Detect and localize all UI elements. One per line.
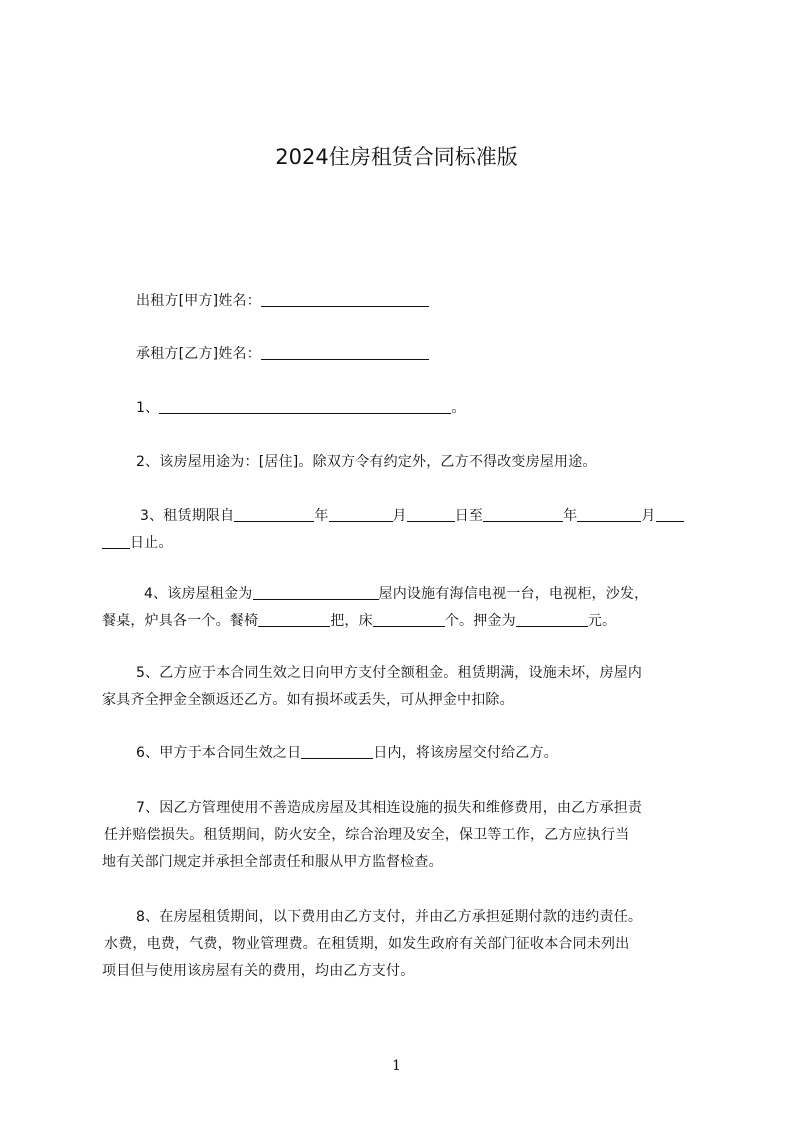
clause-1-blank[interactable] <box>159 397 451 414</box>
clause-4-line-1 <box>144 580 707 608</box>
clause-4-prefix: 4、该房屋租金为 <box>144 586 253 602</box>
clause-7-line-1: 7、因乙方管理使用不善造成房屋及其相连设施的损失和维修费用，由乙方承担责 <box>136 800 643 816</box>
clause-5-line-1: 5、乙方应于本合同生效之日向甲方支付全额租金。租赁期满，设施未坏，房屋内 <box>136 665 643 681</box>
end-day-blank-part1[interactable] <box>656 505 684 522</box>
clause-7-line-2: 任并赔偿损失。租赁期间，防火安全，综合治理及安全，保卫等工作，乙方应执行当 <box>104 827 630 843</box>
start-year-blank[interactable] <box>234 505 314 522</box>
clause-3-line-1 <box>140 502 707 530</box>
clause-3-month-label: 月 <box>392 508 407 524</box>
clause-3-end: 日止。 <box>130 535 173 551</box>
clause-3-end-month-label: 月 <box>641 508 656 524</box>
clause-3-year-label: 年 <box>314 508 329 524</box>
clause-3-line-2 <box>102 529 707 557</box>
clause-7-line-3: 地有关部门规定并承担全部责任和服从甲方监督检查。 <box>102 854 443 870</box>
page-number: 1 <box>392 1058 401 1074</box>
end-month-blank[interactable] <box>577 505 641 522</box>
lessee-name-blank[interactable] <box>261 343 429 360</box>
lessor-label: 出租方[甲方]姓名： <box>136 293 261 309</box>
clause-6-prefix: 6、甲方于本合同生效之日 <box>136 745 302 761</box>
clause-3-end-year-label: 年 <box>563 508 578 524</box>
clause-1-number: 1、 <box>136 400 160 416</box>
clause-1-end: 。 <box>451 400 466 416</box>
start-day-blank[interactable] <box>407 505 455 522</box>
clause-6 <box>136 739 707 767</box>
clause-4-ba: 把，床 <box>330 613 373 629</box>
clause-6-end: 日内，将该房屋交付给乙方。 <box>373 745 558 761</box>
start-month-blank[interactable] <box>329 505 393 522</box>
deposit-blank[interactable] <box>516 610 588 627</box>
clause-4-yuan: 元。 <box>587 613 617 629</box>
clause-3-prefix: 3、租赁期限自 <box>140 508 235 524</box>
clause-4-line-2-text: 餐桌，炉具各一个。餐椅 <box>102 613 259 629</box>
end-day-blank-part2[interactable] <box>102 532 130 549</box>
document-title: 2024住房租赁合同标准版 <box>275 145 518 169</box>
clause-4-ge: 个。押金为 <box>444 613 516 629</box>
clause-8-line-3: 项目但与使用该房屋有关的费用，均由乙方支付。 <box>102 963 415 979</box>
end-year-blank[interactable] <box>483 505 563 522</box>
chairs-count-blank[interactable] <box>258 610 330 627</box>
clause-4-line-2 <box>102 607 707 635</box>
clause-2: 2、该房屋用途为：[居住]。除双方令有约定外，乙方不得改变房屋用途。 <box>136 454 597 470</box>
beds-count-blank[interactable] <box>373 610 445 627</box>
clause-8-line-2: 水费，电费，气费，物业管理费。在租赁期，如发生政府有关部门征收本合同未列出 <box>104 936 630 952</box>
lessor-name-blank[interactable] <box>261 290 429 307</box>
clause-1 <box>136 394 707 422</box>
clause-8-line-1: 8、在房屋租赁期间，以下费用由乙方支付，并由乙方承担延期付款的违约责任。 <box>136 909 643 925</box>
lessee-label: 承租方[乙方]姓名： <box>136 346 261 362</box>
clause-4-facilities: 屋内设施有海信电视一台，电视柜，沙发， <box>378 586 649 602</box>
clause-3-day-label: 日至 <box>454 508 484 524</box>
lessee-line <box>136 340 707 368</box>
lessor-line <box>136 287 707 315</box>
clause-5-line-2: 家具齐全押金全额返还乙方。如有损坏或丢失，可从押金中扣除。 <box>102 692 514 708</box>
rent-amount-blank[interactable] <box>253 583 379 600</box>
delivery-days-blank[interactable] <box>301 742 373 759</box>
